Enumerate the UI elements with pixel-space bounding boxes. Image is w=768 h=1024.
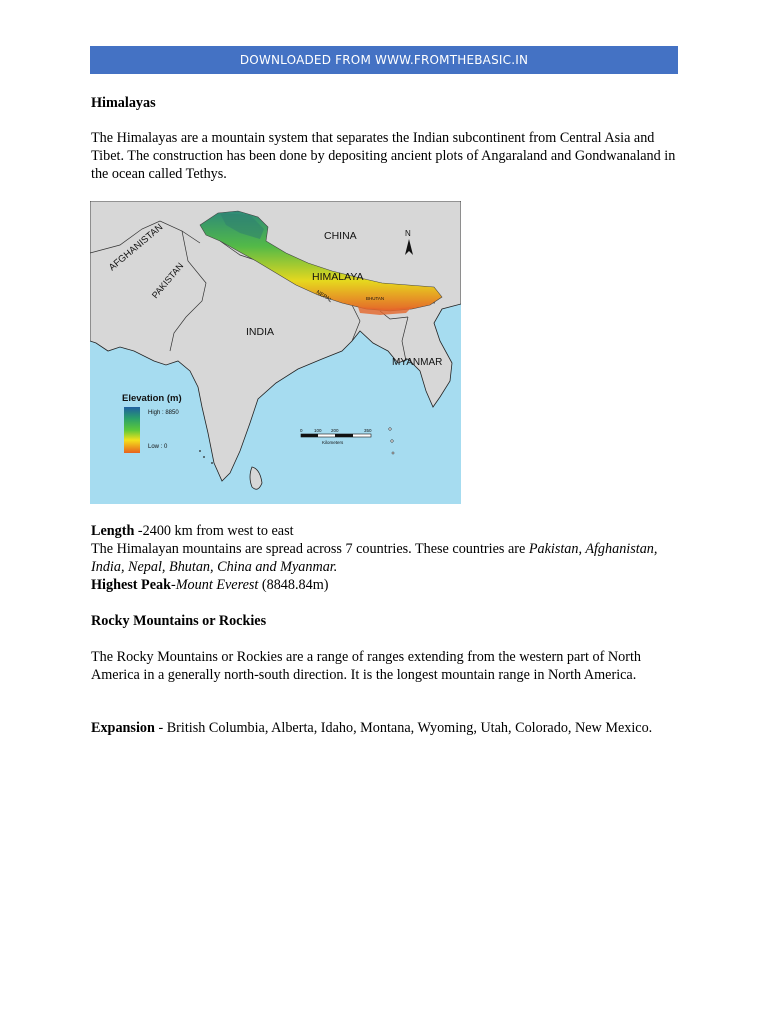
scale-tick-3: 350 [364, 428, 372, 433]
highest-peak-line: Highest Peak-Mount Everest (8848.84m) [91, 577, 329, 593]
legend-low: Low : 0 [148, 444, 168, 450]
scale-tick-1: 100 [314, 428, 322, 433]
countries-paragraph: The Himalayan mountains are spread across 7 countries. These countries are Pakistan, Afghanistan, India, Nepal, Bhutan, China and Myanmar. [91, 541, 658, 575]
legend-title: Elevation (m) [122, 393, 182, 404]
rockies-intro: The Rocky Mountains or Rockies are a range of ranges extending from the western part of North America in a generally north-south direction. It is the longest mountain range in North America. [91, 649, 641, 683]
legend-color-ramp [124, 407, 140, 453]
himalaya-elevation-map [90, 201, 461, 504]
label-himalaya: HIMALAYA [312, 271, 364, 283]
label-bhutan: BHUTAN [366, 296, 385, 301]
scale-tick-0: 0 [300, 428, 303, 433]
download-banner [90, 46, 678, 74]
label-india: INDIA [246, 326, 275, 338]
label-afghanistan: AFGHANISTAN [106, 221, 166, 274]
rockies-heading: Rocky Mountains or Rockies [91, 613, 267, 629]
label-north: N [405, 229, 411, 238]
scale-unit: Kilometers [322, 440, 344, 445]
legend-high: High : 8850 [148, 410, 179, 416]
expansion-paragraph: Expansion - British Columbia, Alberta, Idaho, Montana, Wyoming, Utah, Colorado, New Mexico. [91, 720, 653, 736]
label-myanmar: MYANMAR [392, 357, 443, 368]
himalayas-intro: The Himalayas are a mountain system that separates the Indian subcontinent from Central Asia and Tibet. The construction has been done by depositing ancient plots of Angaraland and Gondwanaland in the ocean called Tethys. [91, 130, 676, 182]
scale-tick-2: 200 [331, 428, 339, 433]
banner-text: DOWNLOADED FROM WWW.FROMTHEBASIC.IN [239, 53, 529, 67]
himalayas-heading: Himalayas [91, 95, 156, 111]
label-china: CHINA [324, 230, 357, 242]
label-pakistan: PAKISTAN [149, 260, 186, 301]
length-line: Length -2400 km from west to east [91, 523, 294, 539]
label-nepal: NEPAL [314, 289, 334, 305]
